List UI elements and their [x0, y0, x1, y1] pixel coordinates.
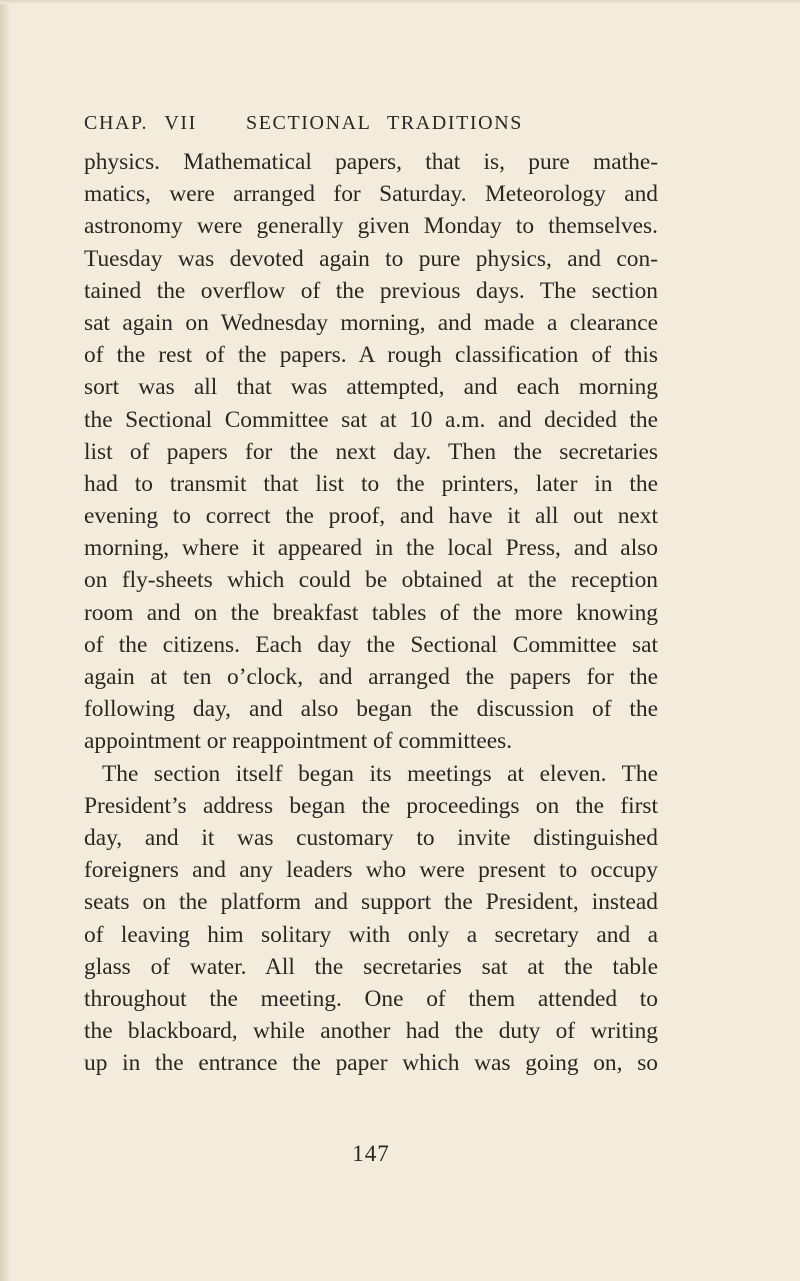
body-text [84, 146, 658, 1079]
text-line: appointment or reappointment of committees. [84, 728, 513, 755]
text-line: up in the entrance the paper which was going on, so [84, 1050, 658, 1077]
text-line: had to transmit that list to the printers, later in the [84, 470, 658, 497]
page-number: 147 [352, 1141, 390, 1166]
text-line: sat again on Wednesday morning, and made a clearance [84, 309, 658, 336]
running-head [84, 112, 724, 135]
text-line: of the citizens. Each day the Sectional Committee sat [84, 631, 658, 658]
page-top-edge [0, 0, 800, 4]
text-line: day, and it was customary to invite distinguished [84, 824, 658, 851]
text-line: Tuesday was devoted again to pure physics, and con- [84, 245, 658, 272]
text-line: throughout the meeting. One of them attended to [84, 985, 658, 1012]
text-line: The section itself began its meetings at eleven. The [102, 760, 658, 787]
chapter-title: SECTIONAL TRADITIONS [246, 112, 523, 134]
text-line: list of papers for the next day. Then the secretaries [84, 438, 658, 465]
text-line: room and on the breakfast tables of the more knowing [84, 599, 658, 626]
text-line: the Sectional Committee sat at 10 a.m. and decided the [84, 406, 658, 433]
text-line: tained the overflow of the previous days. The section [84, 277, 658, 304]
text-line: seats on the platform and support the President, instead [84, 889, 658, 916]
text-line: morning, where it appeared in the local Press, and also [84, 535, 658, 562]
text-line: foreigners and any leaders who were present to occupy [84, 857, 658, 884]
text-line: again at ten o’clock, and arranged the papers for the [84, 664, 658, 690]
text-line: on fly-sheets which could be obtained at the reception [84, 567, 658, 594]
text-line: of the rest of the papers. A rough classification of this [84, 342, 658, 369]
text-line: the blackboard, while another had the duty of writing [84, 1018, 658, 1045]
text-line: following day, and also began the discussion of the [84, 696, 658, 723]
text-line: physics. Mathematical papers, that is, pure mathe- [84, 149, 658, 175]
text-line: sort was all that was attempted, and each morning [84, 374, 658, 401]
text-line: matics, were arranged for Saturday. Meteorology and [84, 181, 658, 208]
page-gutter-shadow [0, 0, 10, 1281]
text-line: evening to correct the proof, and have it all out next [84, 503, 658, 530]
chapter-label: CHAP. VII [84, 112, 197, 134]
text-line: glass of water. All the secretaries sat at the table [84, 953, 658, 980]
text-line: President’s address began the proceedings on the first [84, 792, 658, 819]
text-line: of leaving him solitary with only a secretary and a [84, 921, 658, 948]
text-line: astronomy were generally given Monday to themselves. [84, 213, 658, 240]
